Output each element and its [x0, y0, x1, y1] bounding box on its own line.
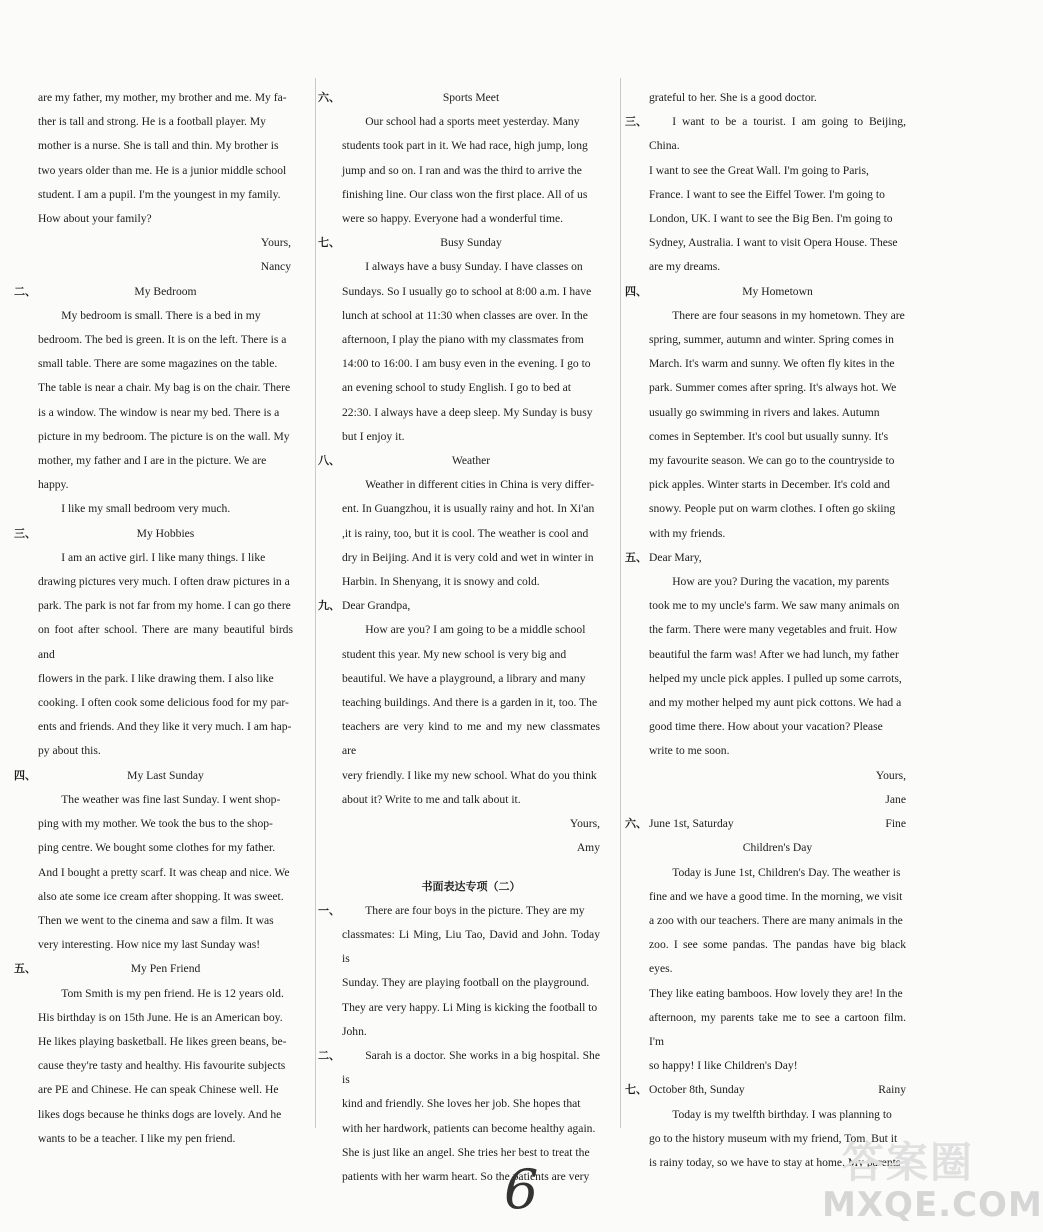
text-line: student. I am a pupil. I'm the youngest in my family. [38, 187, 281, 201]
letter-signature: Nancy [260, 260, 291, 274]
text-line: wants to be a teacher. I like my pen friend. [38, 1131, 236, 1145]
letter-body [38, 86, 293, 231]
text-line: Sarah is a doctor. She works in a big hospital. She is [342, 1048, 600, 1087]
text-line: also ate some ice cream after shopping. It was sweet. [38, 889, 284, 903]
text-line: with my friends. [649, 526, 726, 540]
text-line: My bedroom is small. There is a bed in my [61, 308, 261, 322]
text-line: cooking. I often cook some delicious food for my par- [38, 696, 289, 710]
section-letter-grandpa [318, 594, 600, 860]
text-line: flowers in the park. I like drawing them. I also like [38, 671, 274, 685]
section-number: 五、 [14, 962, 36, 976]
text-line: but I enjoy it. [342, 429, 405, 443]
section-number: 七、 [625, 1083, 647, 1097]
text-line: How about your family? [38, 212, 152, 226]
section-busy-sunday [318, 231, 600, 449]
section-sarah-doctor [318, 1044, 600, 1189]
text-line: There are four boys in the picture. They are my [365, 903, 585, 917]
text-line: Sunday. They are playing football on the playground. [342, 976, 590, 990]
text-line: usually go swimming in rivers and lakes. Autumn [649, 405, 880, 419]
text-line: beautiful. We have a playground, a library and many [342, 671, 586, 685]
watermark-text: 答案圈 [841, 1138, 974, 1187]
text-line: I want to be a tourist. I am going to Beijing, China. [649, 115, 906, 153]
section-title: Sports Meet [442, 91, 500, 104]
section-weather [318, 449, 600, 594]
diary-date: June 1st, Saturday [649, 817, 734, 831]
text-line: They like eating bamboos. How lovely they are! In the [649, 986, 903, 1000]
text-line: teaching buildings. And there is a garden in it, too. The [342, 696, 598, 710]
text-line: py about this. [38, 744, 101, 758]
text-line: is rainy today, so we have to stay at home. My parents [649, 1155, 901, 1169]
text-line: afternoon, my parents take me to see a cartoon film. I'm [649, 1010, 906, 1048]
letter-signature: Jane [885, 792, 906, 806]
text-line: mother is a nurse. She is tall and thin. My brother is [38, 139, 279, 153]
text-line: ents and friends. And they like it very much. I am hap- [38, 720, 292, 734]
text-line: are my dreams. [649, 260, 721, 274]
text-line: Tom Smith is my pen friend. He is 12 years old. [61, 986, 284, 1000]
text-line: teachers are very kind to me and my new classmates are [342, 720, 600, 758]
text-line: jump and so on. I ran and was the third to arrive the [342, 163, 582, 177]
diary-weather: Fine [885, 817, 906, 831]
text-line: bedroom. The bed is green. It is on the left. There is a [38, 333, 287, 347]
section-number: 八、 [318, 454, 340, 468]
text-line: cause they're tasty and healthy. His favourite subjects [38, 1059, 286, 1073]
diary-header [649, 812, 906, 836]
text-line: beautiful the farm was! After we had lunch, my father [649, 647, 899, 661]
text-line: took me to my uncle's farm. We saw many animals on [649, 599, 900, 613]
section-number: 九、 [318, 599, 340, 613]
section-number: 四、 [625, 284, 647, 298]
text-line: mother, my father and I are in the picture. We are [38, 454, 267, 468]
text-line: pick apples. Winter starts in December. It's cold and [649, 478, 890, 492]
text-line: likes dogs because he thinks dogs are lovely. And he [38, 1107, 282, 1121]
text-line: are my father, my mother, my brother and me. My fa- [38, 91, 287, 104]
text-line: He likes playing basketball. He likes green beans, be- [38, 1034, 287, 1048]
text-line: snowy. People put on warm clothes. I often go skiing [649, 502, 896, 516]
section-title: My Hometown [742, 284, 813, 298]
text-line: I am an active girl. I like many things. I like [61, 550, 266, 564]
column-1 [14, 86, 293, 1151]
text-line: They are very happy. Li Ming is kicking the football to [342, 1000, 598, 1014]
text-line: students took part in it. We had race, high jump, long [342, 139, 588, 153]
letter-closing: Yours, [569, 817, 600, 831]
text-line: fine and we have a good time. In the morning, we visit [649, 889, 903, 903]
text-line: ping with my mother. We took the bus to the shop- [38, 817, 273, 831]
section-number: 六、 [625, 817, 647, 831]
text-line: zoo. I see some pandas. The pandas have big black eyes. [649, 938, 906, 976]
text-line: small table. There are some magazines on the table. [38, 357, 278, 371]
column-2 [318, 86, 600, 1189]
text-line: the farm. There were many vegetables and fruit. How [649, 623, 898, 637]
text-line: ,it is rainy, too, but it is cool. The weather is cool and [342, 526, 589, 540]
text-line: ent. In Guangzhou, it is usually rainy and hot. In Xi'an [342, 502, 595, 516]
text-line: student this year. My new school is very big and [342, 647, 567, 661]
text-line: my favourite season. We can go to the countryside to [649, 454, 895, 468]
text-line: are PE and Chinese. He can speak Chinese well. He [38, 1083, 279, 1097]
text-line: good time there. How about your vacation? Please [649, 720, 883, 734]
text-line: and my mother helped my aunt pick cottons. We had a [649, 696, 902, 710]
text-line: classmates: Li Ming, Liu Tao, David and John. Today is [342, 927, 600, 966]
column-divider [315, 78, 316, 1128]
text-line: an evening school to study English. I go to bed at [342, 381, 571, 395]
text-line: Our school had a sports meet yesterday. Many [365, 115, 580, 129]
text-line: very interesting. How nice my last Sunday was! [38, 938, 261, 952]
watermark-logo [822, 1138, 1043, 1226]
letter-closing: Yours, [875, 768, 906, 782]
section-number: 一、 [318, 903, 340, 917]
section-title: My Last Sunday [127, 768, 204, 782]
text-line: I want to see the Great Wall. I'm going to Paris, [649, 163, 869, 177]
column-3 [625, 86, 906, 1175]
text-line: happy. [38, 478, 69, 492]
text-line: about it? Write to me and talk about it. [342, 792, 521, 806]
text-line: kind and friendly. She loves her job. She hopes that [342, 1097, 581, 1111]
section-title: My Pen Friend [130, 962, 201, 976]
text-line: Sydney, Australia. I want to visit Opera House. These [649, 236, 898, 250]
section-number: 五、 [625, 550, 647, 564]
text-line: spring, summer, autumn and winter. Spring comes in [649, 333, 894, 347]
text-line: The weather was fine last Sunday. I went shop- [61, 792, 281, 806]
section-my-bedroom [14, 280, 293, 522]
section-letter-mary [625, 546, 906, 812]
section-number: 三、 [625, 115, 647, 129]
diary-header [649, 1078, 906, 1102]
diary-date: October 8th, Sunday [649, 1083, 745, 1097]
text-line: grateful to her. She is a good doctor. [649, 91, 817, 104]
section-title: Busy Sunday [440, 236, 502, 250]
section-my-hometown [625, 280, 906, 546]
text-line: were so happy. Everyone had a wonderful time. [342, 212, 564, 226]
text-line: on foot after school. There are many beautiful birds and [38, 623, 293, 661]
column-divider [620, 78, 621, 1128]
text-line: dry in Beijing. And it is very cold and wet in winter in [342, 550, 594, 564]
letter-signature: Amy [576, 841, 600, 855]
text-line: helped my uncle pick apples. I pulled up some carrots, [649, 671, 902, 685]
text-line: London, UK. I want to see the Big Ben. I'm going to [649, 212, 893, 226]
section-number: 四、 [14, 768, 36, 782]
section-number: 二、 [318, 1048, 340, 1062]
text-line: Sundays. So I usually go to school at 8:00 a.m. I have [342, 284, 592, 298]
text-line: afternoon, I play the piano with my classmates from [342, 333, 584, 347]
text-line: picture in my bedroom. The picture is on the wall. My [38, 429, 290, 443]
section-picture-description [318, 899, 600, 1044]
watermark-url: MXQE.COM [822, 1185, 1043, 1225]
text-line: 14:00 to 16:00. I am busy even in the evening. I go to [342, 357, 591, 371]
text-line: And I bought a pretty scarf. It was cheap and nice. We [38, 865, 290, 879]
section-title: My Hobbies [136, 526, 195, 540]
section-my-last-sunday [14, 764, 293, 958]
section-number: 六、 [318, 91, 340, 104]
text-line: March. It's warm and sunny. We often fly kites in the [649, 357, 895, 371]
page-number: 6 [504, 1158, 539, 1221]
section-my-hobbies [14, 522, 293, 764]
text-line: Today is my twelfth birthday. I was planning to [672, 1107, 892, 1121]
text-line: very friendly. I like my new school. What do you think [342, 768, 597, 782]
section-number: 二、 [14, 284, 36, 298]
text-line: How are you? During the vacation, my parents [672, 575, 890, 589]
text-line: park. The park is not far from my home. I can go there [38, 599, 291, 613]
text-line: with her hardwork, patients can become healthy again. [342, 1121, 596, 1135]
text-line: The table is near a chair. My bag is on the chair. There [38, 381, 291, 395]
text-line: Weather in different cities in China is very differ- [365, 478, 595, 492]
text-line: finishing line. Our class won the first place. All of us [342, 187, 588, 201]
text-line: two years older than me. He is a junior middle school [38, 163, 287, 177]
letter-greeting: Dear Grandpa, [342, 599, 411, 613]
text-line: I like my small bedroom very much. [61, 502, 231, 516]
text-line: write to me soon. [649, 744, 730, 758]
text-line: ther is tall and strong. He is a football player. My [38, 115, 266, 129]
section-letter-family [38, 86, 293, 280]
text-line: park. Summer comes after spring. It's always hot. We [649, 381, 897, 395]
text-line: comes in September. It's cool but usually sunny. It's [649, 429, 889, 443]
text-line: Harbin. In Shenyang, it is snowy and cold. [342, 575, 540, 589]
section-heading: 书面表达专项（二） [421, 879, 521, 893]
text-line: drawing pictures very much. I often draw pictures in a [38, 575, 290, 589]
section-number: 七、 [318, 236, 340, 250]
text-line: a zoo with our teachers. There are many animals in the [649, 913, 903, 927]
text-line: France. I want to see the Eiffel Tower. I'm going to [649, 187, 885, 201]
section-dreams [625, 110, 906, 279]
text-line: His birthday is on 15th June. He is an American boy. [38, 1010, 283, 1024]
text-line: patients with her warm heart. So the patients are very [342, 1169, 590, 1183]
letter-closing: Yours, [260, 236, 291, 250]
text-line: Then we went to the cinema and saw a film. It was [38, 913, 274, 927]
text-line: John. [342, 1024, 367, 1038]
text-line: ping centre. We bought some clothes for my father. [38, 841, 276, 855]
text-line: How are you? I am going to be a middle school [365, 623, 586, 637]
text-line: Today is June 1st, Children's Day. The weather is [672, 865, 901, 879]
text-line: I always have a busy Sunday. I have classes on [365, 260, 583, 274]
text-line: There are four seasons in my hometown. They are [672, 308, 905, 322]
section-number: 三、 [14, 526, 36, 540]
text-line: 22:30. I always have a deep sleep. My Sunday is busy [342, 405, 593, 419]
text-line: lunch at school at 11:30 when classes are over. In the [342, 308, 588, 322]
diary-weather: Rainy [878, 1083, 906, 1097]
section-continued [649, 86, 906, 110]
section-sports-meet [318, 86, 600, 231]
text-line: She is just like an angel. She tries her best to treat the [342, 1145, 590, 1159]
section-title: Weather [451, 454, 491, 468]
letter-greeting: Dear Mary, [649, 550, 702, 564]
text-line: is a window. The window is near my bed. There is a [38, 405, 280, 419]
section-my-pen-friend [14, 957, 293, 1151]
text-line: go to the history museum with my friend, Tom. But it [649, 1131, 898, 1145]
text-line: so happy! I like Children's Day! [649, 1059, 798, 1073]
section-title: My Bedroom [134, 284, 197, 298]
section-title: Children's Day [742, 841, 813, 855]
section-childrens-day [625, 812, 906, 1078]
